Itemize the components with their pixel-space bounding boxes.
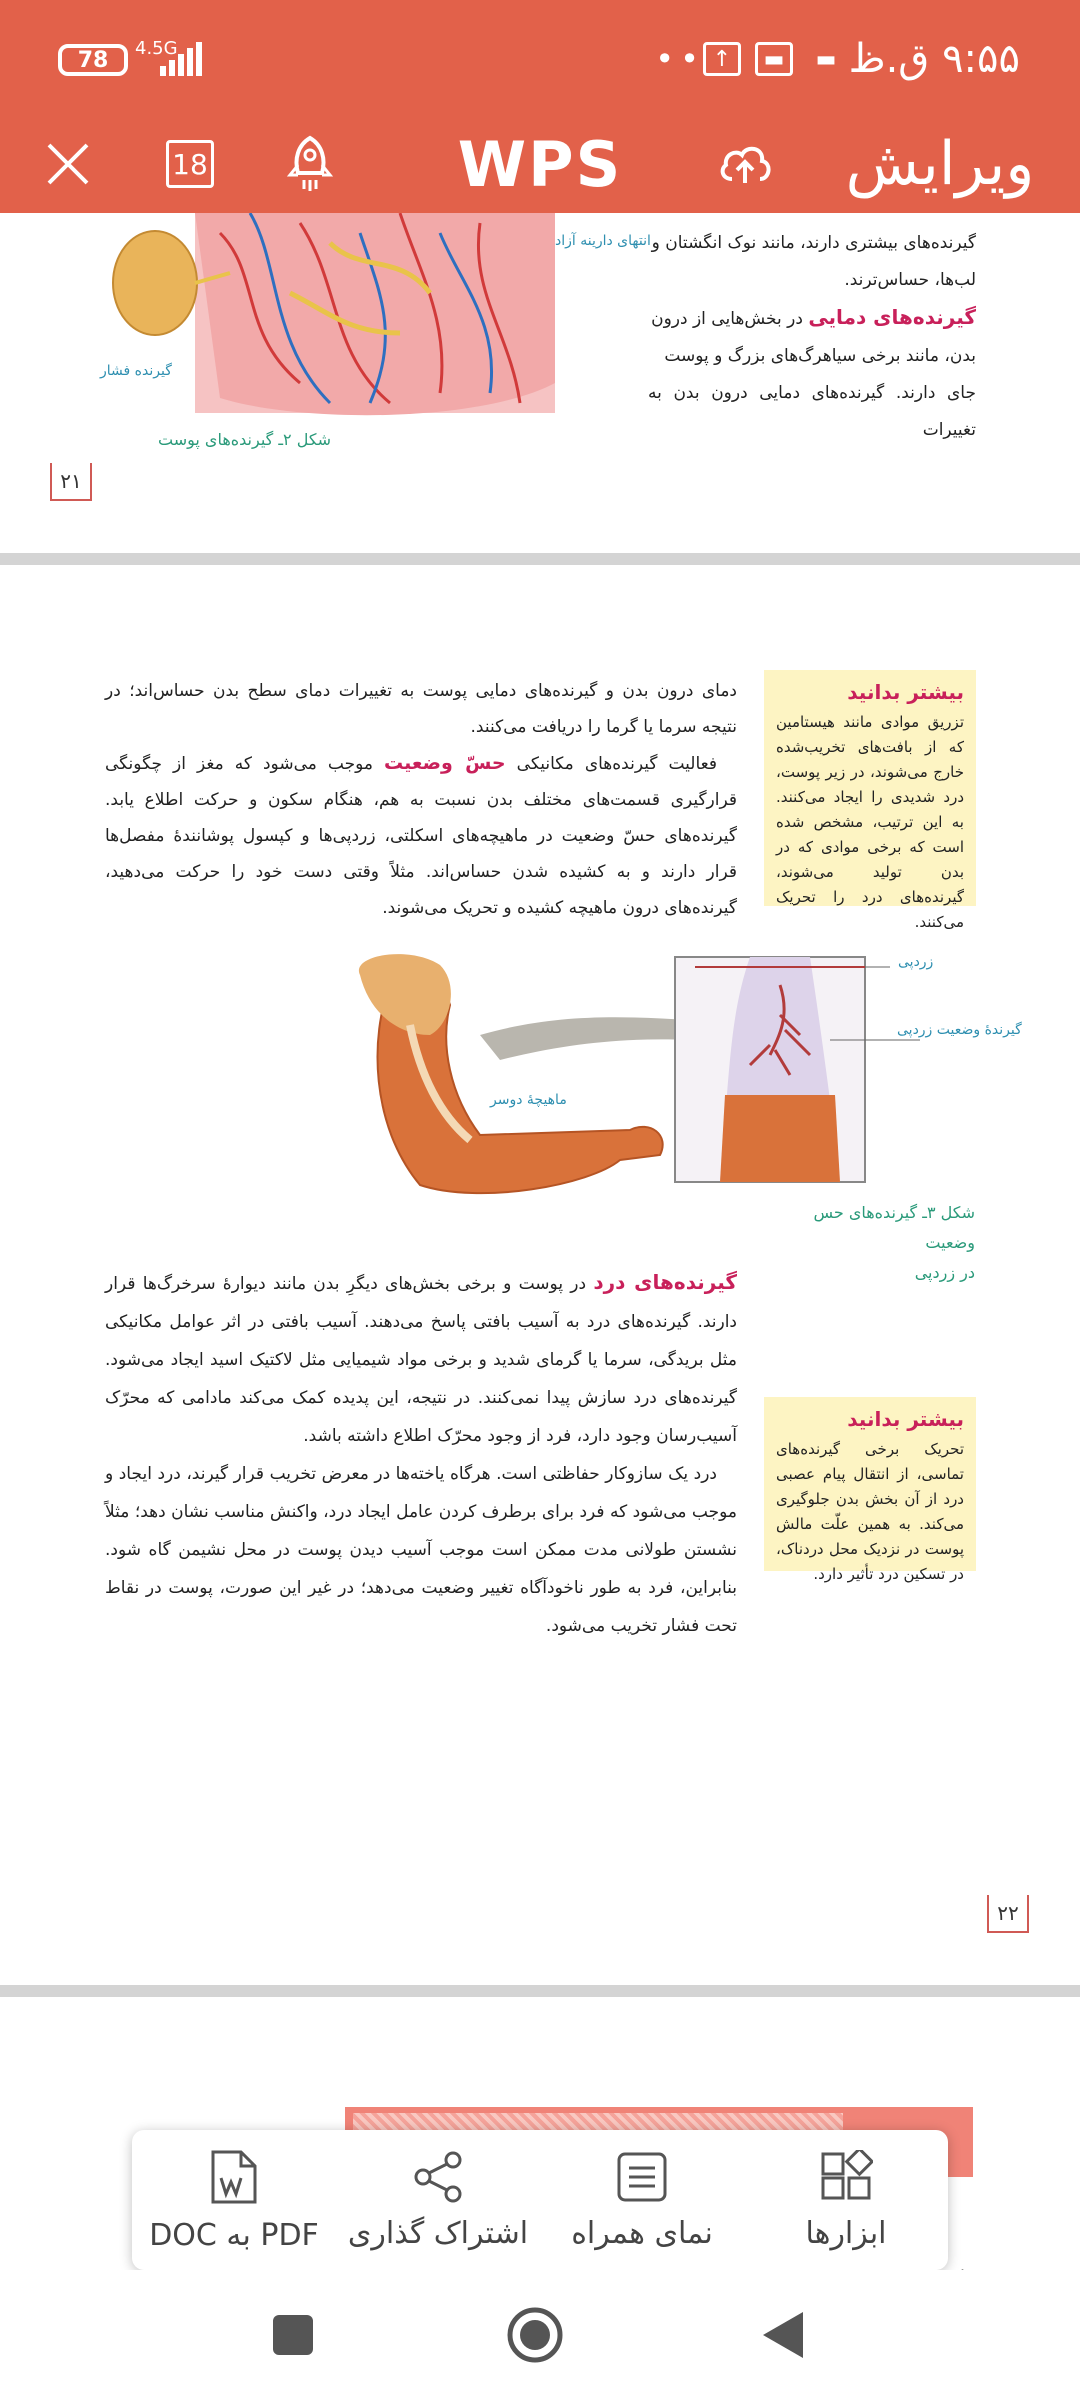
figure-3-caption bbox=[765, 1198, 975, 1288]
text-fragment: موجب می‌شود که مغز از چگونگی قرارگیری قسمت‌های مختلف بدن نسبت به هم، هنگام سکون و حرکت اطلاع یابد. گیرنده‌های حسّ وضعیت در ماهیچه‌های اسکلتی، زردپی‌ها و کپسول پوشانندهٔ مفصل‌ها قرار دارند و به کشیده شدن حساس‌اند. مثلاً وقتی دست خود را حرکت می‌دهید، گیرنده‌های درون ماهیچه کشیده و تحریک می‌شوند. bbox=[105, 754, 737, 918]
wps-toolbar bbox=[0, 115, 1080, 213]
back-icon bbox=[759, 2310, 807, 2360]
more-to-know-box-2 bbox=[764, 1397, 976, 1583]
status-time: ۹:۵۵ ق.ظ bbox=[848, 36, 1020, 82]
label-pressure-receptor: گیرنده فشار bbox=[100, 363, 172, 379]
sidebox-1-title: بیشتر بدانید bbox=[847, 680, 964, 704]
back-button[interactable] bbox=[748, 2300, 818, 2370]
figure-2-caption: شکل ۲ـ گیرنده‌های پوست bbox=[158, 430, 332, 449]
page-number-22: ۲۲ bbox=[987, 1895, 1029, 1933]
heading-thermal-receptors: گیرنده‌های دمایی bbox=[808, 305, 976, 329]
tendon-receptor-figure bbox=[330, 945, 1010, 1205]
notification-dots: •• bbox=[655, 40, 705, 78]
text-fragment: فعالیت گیرنده‌های مکانیکی bbox=[505, 754, 717, 774]
app-notification-icon: ▬ bbox=[755, 42, 793, 76]
heading-pain-receptors: گیرنده‌های درد bbox=[593, 1270, 737, 1294]
status-bar bbox=[0, 0, 1080, 115]
recents-icon bbox=[271, 2313, 315, 2357]
pain-paragraph-2: درد یک سازوکار حفاظتی است. هرگاه یاخته‌ها در معرض تخریب قرار گیرند، درد ایجاد و موجب می‌شود که فرد برای برطرف کردن عامل ایجاد درد، واکنش مناسب نشان دهد؛ مثلاً نشستن طولانی مدت ممکن است موجب آسیب دیدن پوست در محل نشیمن گاه شود. بنابراین، فرد به طور ناخودآگاه تغییر وضعیت می‌دهد؛ در غیر این صورت، پوست در نقاط تحت فشار تخریب می‌شود. bbox=[105, 1464, 737, 1636]
highlight-proprioception: حسّ وضعیت bbox=[384, 752, 506, 774]
text-line: جای دارند. گیرنده‌های دمایی درون بدن به تغییرات bbox=[648, 383, 976, 440]
cloud-upload-icon bbox=[716, 141, 774, 187]
share-icon bbox=[411, 2150, 465, 2204]
paragraph-1: دمای درون بدن و گیرنده‌های دمایی پوست به تغییرات دمای سطح بدن حساس‌اند؛ در نتیجه سرما یا گرما را دریافت می‌کنند. bbox=[105, 681, 737, 737]
network-type: 4.5G bbox=[135, 38, 178, 59]
caption-line-1: شکل ۳ـ گیرنده‌های حس وضعیت bbox=[813, 1203, 975, 1252]
sidebox-1-text: تزریق موادی مانند هیستامین که از بافت‌های تخریب‌شده خارج می‌شوند، در زیر پوست، درد شدیدی را ایجاد می‌کنند. به این ترتیب، مشخص شده است که برخی موادی که در بدن تولید می‌شوند، گیرنده‌های درد را تحریک می‌کنند. bbox=[776, 713, 964, 931]
tools-icon bbox=[819, 2150, 873, 2204]
pdf-to-doc-button[interactable] bbox=[132, 2130, 336, 2270]
home-icon bbox=[505, 2305, 565, 2365]
label-free-nerve-ending: انتهای دارینه آزاد bbox=[555, 233, 651, 249]
page22-pain-section bbox=[105, 1263, 737, 1645]
recents-button[interactable] bbox=[258, 2300, 328, 2370]
text-fragment: در بخش‌هایی از درون bbox=[651, 309, 809, 329]
mobile-view-button[interactable] bbox=[540, 2130, 744, 2270]
more-to-know-box-1 bbox=[764, 670, 976, 931]
page22-intro bbox=[105, 673, 737, 926]
text-line: لب‌ها، حساس‌ترند. bbox=[844, 270, 976, 290]
mobile-view-label: نمای همراه bbox=[571, 2215, 713, 2251]
status-icons bbox=[703, 42, 845, 76]
text-fragment: در پوست و برخی بخش‌های دیگرِ بدن مانند دیوارهٔ سرخرگ‌ها قرار دارند. گیرنده‌های درد به آسیب بافتی پاسخ می‌دهند. آسیب بافتی در اثر عوامل مکانیکی مثل بریدگی، سرما یا گرمای شدید و برخی مواد شیمیایی مثل لاکتیک اسید ایجاد می‌شود. گیرنده‌های درد سازش پیدا نمی‌کنند. در نتیجه، این پدیده کمک می‌کند مادامی که محرّک آسیب‌رسان وجود دارد، فرد از وجود محرّک اطلاع داشته باشد. bbox=[105, 1274, 737, 1446]
label-tendon: زردپی bbox=[898, 954, 934, 970]
pdf-to-doc-icon bbox=[209, 2148, 259, 2206]
app-header bbox=[0, 0, 1080, 213]
document-page-22 bbox=[0, 565, 1080, 1985]
paragraph-2 bbox=[105, 745, 737, 926]
upload-notification-icon: ↑ bbox=[703, 42, 741, 76]
label-biceps: ماهیچهٔ دوسر bbox=[490, 1092, 567, 1108]
tools-label: ابزارها bbox=[805, 2215, 887, 2251]
page-number-21: ۲۱ bbox=[50, 463, 92, 501]
document-page-21 bbox=[0, 213, 1080, 553]
share-label: اشتراک گذاری bbox=[347, 2215, 529, 2251]
rocket-button[interactable] bbox=[280, 115, 340, 213]
share-button[interactable] bbox=[336, 2130, 540, 2270]
home-button[interactable] bbox=[500, 2300, 570, 2370]
mobile-view-icon bbox=[615, 2150, 669, 2204]
text-line: بدن، مانند برخی سیاهرگ‌های بزرگ و پوست bbox=[664, 346, 976, 366]
pdf-to-doc-label: DOC به PDF bbox=[149, 2217, 319, 2253]
signal-icon bbox=[160, 42, 202, 76]
label-tendon-receptor: گیرندهٔ وضعیت زردپی bbox=[897, 1022, 1022, 1038]
caption-line-2: در زردپی bbox=[914, 1263, 975, 1282]
skin-receptors-figure bbox=[100, 213, 580, 423]
tab-count: 18 bbox=[166, 140, 214, 188]
text-line bbox=[648, 299, 976, 338]
wps-logo: WPS bbox=[457, 127, 623, 201]
close-button[interactable] bbox=[38, 115, 98, 213]
tools-button[interactable] bbox=[744, 2130, 948, 2270]
text-line: گیرنده‌های بیشتری دارند، مانند نوک انگشتان و bbox=[651, 233, 976, 253]
sim-icon: ▬ bbox=[815, 46, 837, 72]
sidebox-2-title: بیشتر بدانید bbox=[847, 1407, 964, 1431]
battery-indicator: 78 bbox=[58, 44, 128, 76]
sidebox-2-text: تحریک برخی گیرنده‌های تماسی، از انتقال پیام عصبی درد از آن بخش بدن جلوگیری می‌کند. به همین علّت مالش پوست در نزدیک محل دردناک، در تسکین درد تأثیر دارد. bbox=[776, 1440, 964, 1583]
rocket-icon bbox=[284, 135, 336, 193]
pain-paragraph-1 bbox=[105, 1263, 737, 1455]
close-icon bbox=[45, 141, 91, 187]
bottom-action-menu bbox=[132, 2130, 948, 2270]
edit-button[interactable]: ویرایش bbox=[845, 129, 1035, 199]
android-navigation-bar bbox=[0, 2270, 1080, 2400]
page21-paragraph bbox=[648, 225, 976, 449]
cloud-upload-button[interactable] bbox=[715, 115, 775, 213]
tabs-button[interactable] bbox=[160, 115, 220, 213]
